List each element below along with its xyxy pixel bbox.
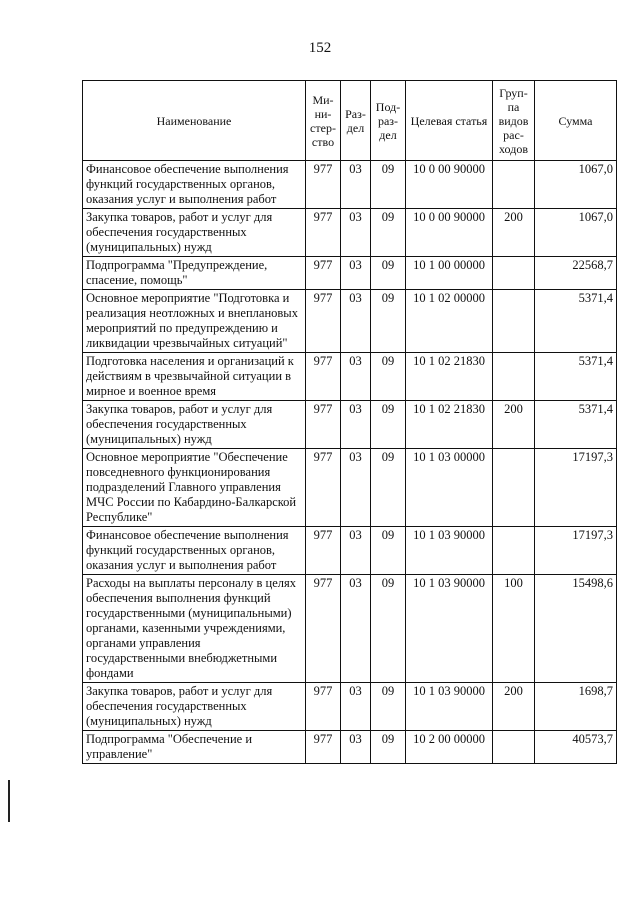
table-row (83, 449, 617, 527)
header-section: Раз-дел (341, 81, 371, 161)
cell-section: 03 (341, 575, 371, 683)
cell-group: 200 (493, 209, 535, 257)
cell-ministry: 977 (306, 683, 341, 731)
cell-ministry: 977 (306, 161, 341, 209)
header-group: Груп-па видов рас-ходов (493, 81, 535, 161)
cell-target: 10 2 00 00000 (406, 731, 493, 764)
table-row (83, 683, 617, 731)
cell-ministry: 977 (306, 575, 341, 683)
cell-subsection: 09 (371, 161, 406, 209)
cell-name: Финансовое обеспечение выполнения функций государственных органов, оказания услуг и выполнения работ (83, 527, 306, 575)
table-row (83, 527, 617, 575)
cell-name: Финансовое обеспечение выполнения функций государственных органов, оказания услуг и выполнения работ (83, 161, 306, 209)
cell-subsection: 09 (371, 731, 406, 764)
cell-sum: 17197,3 (535, 527, 617, 575)
cell-name: Основное мероприятие "Подготовка и реализация неотложных и внеплановых мероприятий по предупреждению и ликвидации чрезвычайных ситуаций" (83, 290, 306, 353)
cell-name: Основное мероприятие "Обеспечение повседневного функционирования подразделений Главного управления МЧС России по Кабардино-Балкарской Республике" (83, 449, 306, 527)
cell-sum: 1067,0 (535, 161, 617, 209)
table-header-row (83, 81, 617, 161)
cell-target: 10 1 02 21830 (406, 401, 493, 449)
cell-group (493, 161, 535, 209)
cell-group: 200 (493, 683, 535, 731)
cell-section: 03 (341, 401, 371, 449)
header-sum: Сумма (535, 81, 617, 161)
header-subsection: Под-раз-дел (371, 81, 406, 161)
cell-sum: 1698,7 (535, 683, 617, 731)
cell-target: 10 1 03 90000 (406, 575, 493, 683)
header-ministry: Ми-ни-стер-ство (306, 81, 341, 161)
cell-subsection: 09 (371, 527, 406, 575)
cell-target: 10 1 02 00000 (406, 290, 493, 353)
cell-name: Подпрограмма "Обеспечение и управление" (83, 731, 306, 764)
cell-name: Закупка товаров, работ и услуг для обеспечения государственных (муниципальных) нужд (83, 683, 306, 731)
cell-sum: 15498,6 (535, 575, 617, 683)
table-row (83, 353, 617, 401)
cell-group (493, 731, 535, 764)
cell-group (493, 257, 535, 290)
page-number: 152 (308, 40, 332, 56)
cell-group (493, 449, 535, 527)
cell-ministry: 977 (306, 257, 341, 290)
table-row (83, 731, 617, 764)
header-target: Целевая статья (406, 81, 493, 161)
cell-name: Закупка товаров, работ и услуг для обеспечения государственных (муниципальных) нужд (83, 209, 306, 257)
cell-name: Подготовка населения и организаций к действиям в чрезвычайной ситуации в мирное и военное время (83, 353, 306, 401)
cell-ministry: 977 (306, 731, 341, 764)
cell-ministry: 977 (306, 353, 341, 401)
cell-section: 03 (341, 161, 371, 209)
table-row (83, 290, 617, 353)
cell-ministry: 977 (306, 401, 341, 449)
cell-section: 03 (341, 527, 371, 575)
cell-subsection: 09 (371, 449, 406, 527)
cell-target: 10 1 03 90000 (406, 527, 493, 575)
cell-section: 03 (341, 353, 371, 401)
cell-section: 03 (341, 290, 371, 353)
cell-ministry: 977 (306, 449, 341, 527)
cell-subsection: 09 (371, 257, 406, 290)
cell-subsection: 09 (371, 683, 406, 731)
cell-section: 03 (341, 209, 371, 257)
cell-ministry: 977 (306, 290, 341, 353)
cell-subsection: 09 (371, 575, 406, 683)
cell-target: 10 1 00 00000 (406, 257, 493, 290)
table-row (83, 209, 617, 257)
cell-group (493, 527, 535, 575)
cell-target: 10 1 02 21830 (406, 353, 493, 401)
cell-subsection: 09 (371, 209, 406, 257)
cell-sum: 5371,4 (535, 401, 617, 449)
cell-section: 03 (341, 683, 371, 731)
cell-sum: 22568,7 (535, 257, 617, 290)
cell-target: 10 0 00 90000 (406, 161, 493, 209)
table-row (83, 257, 617, 290)
cell-target: 10 1 03 00000 (406, 449, 493, 527)
cell-group (493, 353, 535, 401)
cell-sum: 40573,7 (535, 731, 617, 764)
cell-ministry: 977 (306, 209, 341, 257)
cell-sum: 17197,3 (535, 449, 617, 527)
table-row (83, 401, 617, 449)
table-row (83, 161, 617, 209)
table-row (83, 575, 617, 683)
cell-group (493, 290, 535, 353)
cell-target: 10 1 03 90000 (406, 683, 493, 731)
cell-target: 10 0 00 90000 (406, 209, 493, 257)
cell-subsection: 09 (371, 290, 406, 353)
cell-name: Подпрограмма "Предупреждение, спасение, помощь" (83, 257, 306, 290)
cell-section: 03 (341, 731, 371, 764)
cell-section: 03 (341, 449, 371, 527)
cell-subsection: 09 (371, 353, 406, 401)
margin-mark (8, 780, 10, 822)
cell-sum: 5371,4 (535, 353, 617, 401)
cell-group: 200 (493, 401, 535, 449)
cell-ministry: 977 (306, 527, 341, 575)
cell-section: 03 (341, 257, 371, 290)
cell-name: Закупка товаров, работ и услуг для обеспечения государственных (муниципальных) нужд (83, 401, 306, 449)
cell-subsection: 09 (371, 401, 406, 449)
cell-sum: 1067,0 (535, 209, 617, 257)
cell-sum: 5371,4 (535, 290, 617, 353)
header-name: Наименование (83, 81, 306, 161)
budget-table (82, 80, 617, 764)
cell-name: Расходы на выплаты персоналу в целях обеспечения выполнения функций государственными (муниципальными) органами, казенными учреждениями, органами управления государственными внебюджетными фондами (83, 575, 306, 683)
cell-group: 100 (493, 575, 535, 683)
